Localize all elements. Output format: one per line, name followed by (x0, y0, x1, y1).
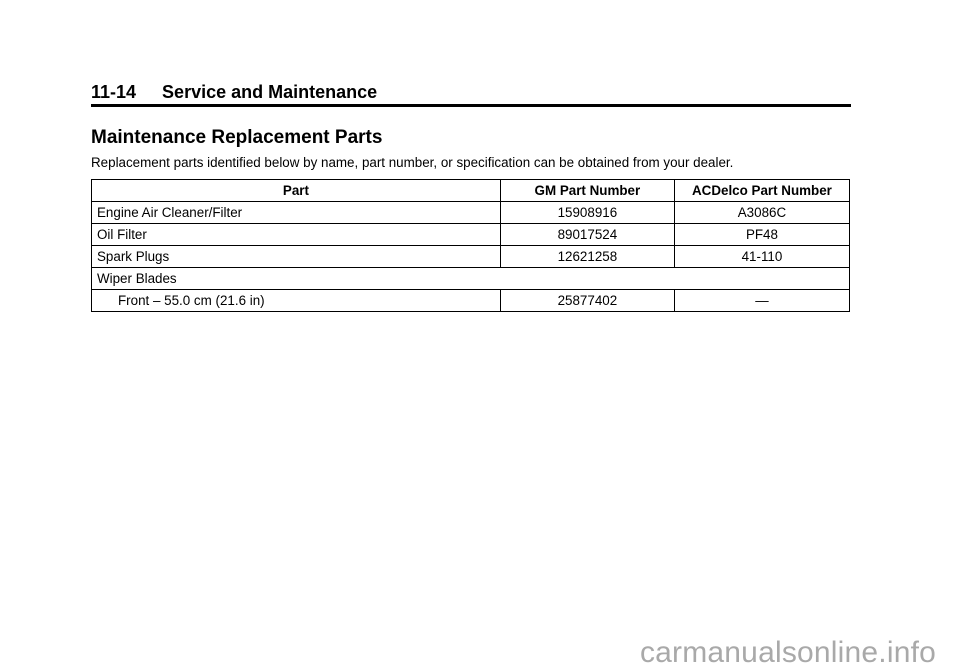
page-header-text (91, 82, 377, 103)
gm-part-number-cell: 15908916 (500, 202, 674, 224)
gm-part-number-cell: 89017524 (500, 224, 674, 246)
part-name-cell: Oil Filter (92, 224, 501, 246)
acdelco-part-number-cell: A3086C (674, 202, 849, 224)
watermark: carmanualsonline.info (639, 636, 936, 669)
gm-part-number-cell: 12621258 (500, 246, 674, 268)
part-group-cell: Wiper Blades (92, 268, 850, 290)
table-row (92, 290, 850, 312)
part-name-cell: Spark Plugs (92, 246, 501, 268)
section-intro: Replacement parts identified below by name, part number, or specification can be obtained from your dealer. (91, 155, 734, 170)
column-header-acdelco-part-number: ACDelco Part Number (674, 180, 849, 202)
table-header-row (92, 180, 850, 202)
column-header-gm-part-number: GM Part Number (500, 180, 674, 202)
gm-part-number-cell: 25877402 (500, 290, 674, 312)
acdelco-part-number-cell: 41-110 (674, 246, 849, 268)
page-number: 11-14 (91, 82, 137, 102)
page-header (91, 80, 851, 107)
table-group-row (92, 268, 850, 290)
table-row (92, 246, 850, 268)
column-header-part: Part (92, 180, 501, 202)
table-row (92, 202, 850, 224)
replacement-parts-table (91, 179, 850, 312)
table-row (92, 224, 850, 246)
acdelco-part-number-cell: — (674, 290, 849, 312)
part-name-cell: Engine Air Cleaner/Filter (92, 202, 501, 224)
acdelco-part-number-cell: PF48 (674, 224, 849, 246)
chapter-title: Service and Maintenance (162, 82, 378, 102)
part-name-cell: Front – 55.0 cm (21.6 in) (92, 290, 501, 312)
section-title: Maintenance Replacement Parts (91, 127, 383, 148)
